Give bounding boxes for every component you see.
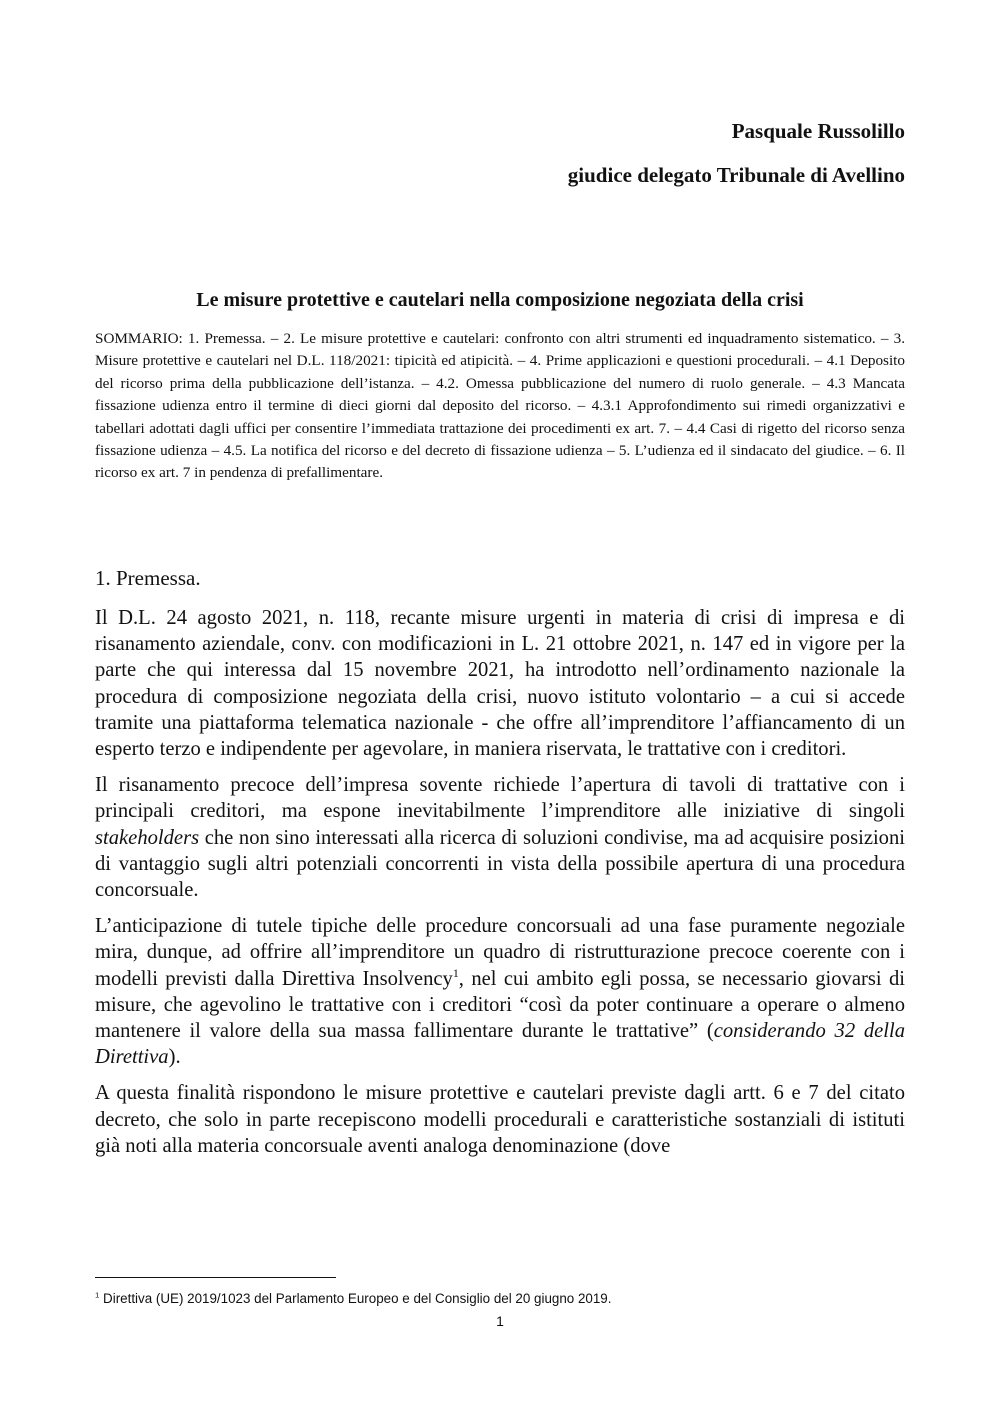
footnote-reference[interactable]: 1: [452, 965, 459, 980]
document-title: Le misure protettive e cautelari nella composizione negoziata della crisi: [196, 289, 804, 311]
body-text: [95, 605, 905, 1169]
author-name: Pasquale Russolillo: [731, 119, 905, 143]
paragraph-3-emphasis: considerando 32 della Direttiva: [95, 1020, 905, 1069]
footnote: [95, 1290, 611, 1308]
footnote-separator: [95, 1277, 336, 1278]
paragraph-3-part-c: ).: [168, 1046, 181, 1069]
paragraph-2-emphasis: stakeholders: [95, 826, 200, 849]
paragraph-3-part-b: , nel cui ambito egli possa, se necessario giovarsi di misure, che agevolino le trattative con i creditori “così da poter continuare a operare o almeno mantenere il valore della sua massa fallimentare durante le trattative” (: [95, 967, 905, 1043]
paragraph-2-part-a: Il risanamento precoce dell’impresa sovente richiede l’apertura di tavoli di trattative con i principali creditori, ma espone inevitabilmente l’imprenditore alle iniziative di singoli: [95, 774, 905, 823]
paragraph-3-part-a: L’anticipazione di tutele tipiche delle procedure concorsuali ad una fase puramente negoziale mira, dunque, ad offrire all’imprenditore un quadro di ristrutturazione precoce coerente con i modelli previsti dalla Direttiva Insolvency: [95, 915, 905, 990]
section-heading: 1. Premessa.: [95, 566, 201, 590]
paragraph-3: [95, 913, 905, 1070]
page-number: 1: [496, 1313, 504, 1329]
paragraph-2: [95, 772, 905, 903]
author-role: giudice delegato Tribunale di Avellino: [567, 163, 905, 187]
footnote-text: Direttiva (UE) 2019/1023 del Parlamento Europeo e del Consiglio del 20 giugno 2019.: [99, 1291, 612, 1306]
paragraph-4: A questa finalità rispondono le misure protettive e cautelari previste dagli artt. 6 e 7 del citato decreto, che solo in parte recepiscono modelli procedurali e caratteristiche sostanziali di istituti già noti alla materia concorsuale aventi analoga denominazione (dove: [95, 1082, 905, 1157]
paragraph-2-part-b: che non sino interessati alla ricerca di soluzioni condivise, ma ad acquisire posizioni di vantaggio sugli altri potenziali concorrenti in vista della possibile apertura di una procedura concorsuale.: [95, 826, 905, 902]
summary-paragraph: SOMMARIO: 1. Premessa. – 2. Le misure protettive e cautelari: confronto con altri strumenti ed inquadramento sistematico. – 3. Misure protettive e cautelari nel D.L. 118/2021: tipicità ed atipicità. – 4. Prime applicazioni e questioni procedurali. – 4.1 Deposito del ricorso prima della pubblicazione dell’istanza. – 4.2. Omessa pubblicazione del numero di ruolo generale. – 4.3 Mancata fissazione udienza entro il termine di dieci giorni dal deposito del ricorso. – 4.3.1 Approfondimento sui rimedi organizzativi e tabellari adottati dagli uffici per consentire l’immediata trattazione dei procedimenti ex art. 7. – 4.4 Casi di rigetto del ricorso senza fissazione udienza – 4.5. La notifica del ricorso e del decreto di fissazione udienza – 5. L’udienza ed il sindacato del giudice. – 6. Il ricorso ex art. 7 in pendenza di prefallimentare.: [95, 330, 905, 482]
paragraph-1: Il D.L. 24 agosto 2021, n. 118, recante misure urgenti in materia di crisi di impresa e di risanamento aziendale, conv. con modificazioni in L. 21 ottobre 2021, n. 147 ed in vigore per la parte che qui interessa dal 15 novembre 2021, ha introdotto nell’ordinamento nazionale la procedura di composizione negoziata della crisi, nuovo istituto volontario – a cui si accede tramite una piattaforma telematica nazionale - che offre all’imprenditore l’affiancamento di un esperto terzo e indipendente per agevolare, in maniera riservata, le trattative con i creditori.: [95, 607, 905, 761]
footnote-number: 1: [95, 1290, 100, 1300]
